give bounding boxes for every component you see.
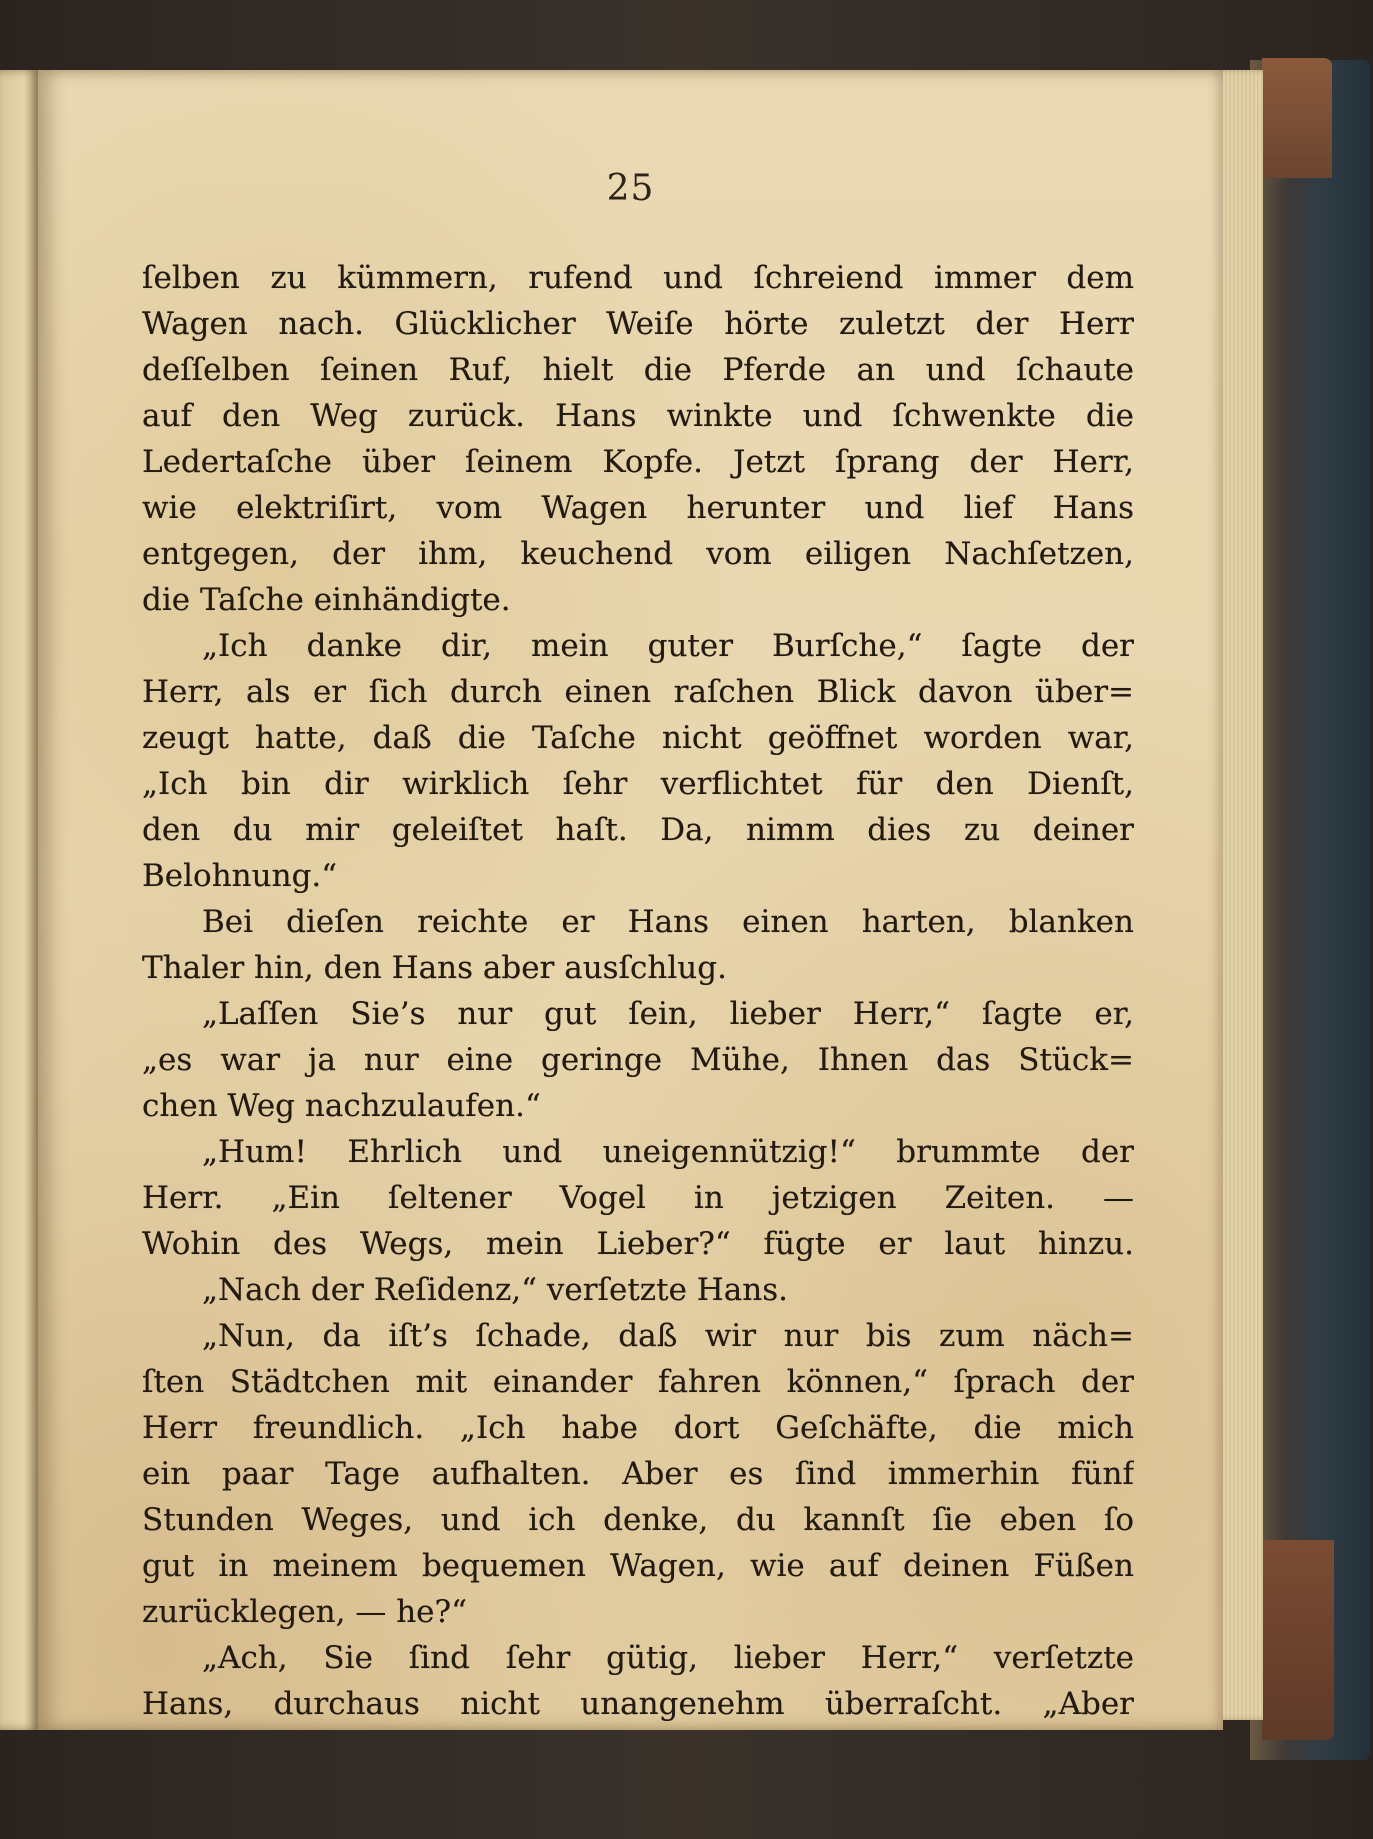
text-line: chen Weg nachzulaufen.“ (142, 1088, 541, 1124)
text-line: ein paar Tage aufhalten. Aber es ſind immerhin fünf (142, 1456, 1134, 1492)
text-line: ſelben zu kümmern, rufend und ſchreiend immer dem (142, 260, 1134, 296)
text-line: deſſelben ſeinen Ruf, hielt die Pferde an und ſchaute (142, 352, 1134, 388)
book-cover-right (1250, 60, 1370, 1760)
text-line: Herr, als er ſich durch einen raſchen Blick davon über= (142, 674, 1134, 710)
text-line: Belohnung.“ (142, 858, 338, 894)
text-line: Herr freundlich. „Ich habe dort Geſchäfte, die mich (142, 1410, 1134, 1446)
text-line: Bei dieſen reichte er Hans einen harten, blanken (202, 904, 1134, 940)
text-line: „Laſſen Sie’s nur gut ſein, lieber Herr,“ ſagte er, (202, 996, 1134, 1032)
cover-leather-corner-top (1262, 58, 1332, 178)
text-line: die Taſche einhändigte. (142, 582, 511, 618)
page-number: 25 (606, 168, 655, 209)
text-line: „Ich danke dir, mein guter Burſche,“ ſagte der (202, 628, 1134, 664)
text-line: Wagen nach. Glücklicher Weiſe hörte zuletzt der Herr (142, 306, 1134, 342)
text-line: auf den Weg zurück. Hans winkte und ſchwenkte die (142, 398, 1134, 434)
text-line: „es war ja nur eine geringe Mühe, Ihnen das Stück= (142, 1042, 1134, 1078)
text-line: Wohin des Wegs, mein Lieber?“ fügte er laut hinzu. (142, 1226, 1134, 1262)
cover-leather-corner-bottom (1262, 1540, 1334, 1740)
facing-page-edge (0, 70, 40, 1730)
text-line: „Hum! Ehrlich und uneigennützig!“ brummte der (202, 1134, 1134, 1170)
text-line: Thaler hin, den Hans aber ausſchlug. (142, 950, 727, 986)
text-line: zurücklegen, — he?“ (142, 1594, 467, 1630)
text-line: wie elektriſirt, vom Wagen herunter und lief Hans (142, 490, 1134, 526)
text-line: Ledertaſche über ſeinem Kopfe. Jetzt ſprang der Herr, (142, 444, 1134, 480)
text-line: „Nach der Reſidenz,“ verſetzte Hans. (202, 1272, 789, 1308)
text-line: den du mir geleiſtet haſt. Da, nimm dies zu deiner (142, 812, 1134, 848)
text-line: „Nun, da iſt’s ſchade, daß wir nur bis zum näch= (202, 1318, 1134, 1354)
text-line: gut in meinem bequemen Wagen, wie auf deinen Füßen (142, 1548, 1134, 1584)
text-line: entgegen, der ihm, keuchend vom eiligen Nachſetzen, (142, 536, 1134, 572)
text-line: Herr. „Ein ſeltener Vogel in jetzigen Zeiten. — (142, 1180, 1134, 1216)
page-text (142, 255, 1134, 1727)
text-line: Stunden Weges, und ich denke, du kannſt ſie eben ſo (142, 1502, 1134, 1538)
text-line: Hans, durchaus nicht unangenehm überraſcht. „Aber (142, 1686, 1134, 1722)
text-line: zeugt hatte, daß die Taſche nicht geöffnet worden war, (142, 720, 1134, 756)
text-line: „Ach, Sie ſind ſehr gütig, lieber Herr,“ verſetzte (202, 1640, 1134, 1676)
text-line: „Ich bin dir wirklich ſehr verflichtet für den Dienſt, (142, 766, 1134, 802)
book-page (38, 70, 1223, 1730)
text-line: ſten Städtchen mit einander fahren können,“ ſprach der (142, 1364, 1134, 1400)
